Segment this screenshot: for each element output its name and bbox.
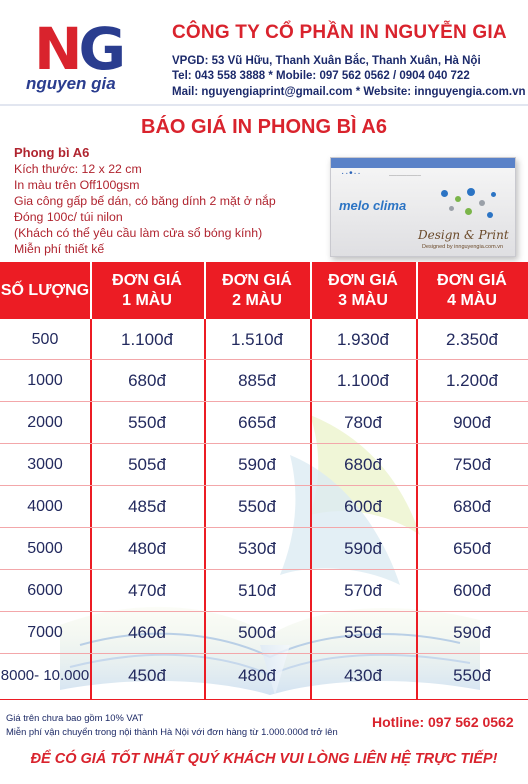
company-address: VPGD: 53 Vũ Hữu, Thanh Xuân Bắc, Thanh Xuân, Hà Nội: [172, 55, 481, 67]
price-table-header: [0, 262, 528, 319]
product-spec: [14, 145, 276, 257]
price-cell: 480đ: [238, 666, 276, 685]
price-cell: 1.100đ: [337, 371, 389, 390]
header-divider: [310, 262, 312, 319]
row-divider: [0, 653, 528, 654]
row-divider: [0, 611, 528, 612]
quantity-cell: 4000: [27, 498, 63, 515]
header-divider: [90, 262, 92, 319]
design-print-credit: Designed by innguyengia.com.vn: [422, 244, 504, 250]
row-divider: [0, 569, 528, 570]
row-divider: [0, 443, 528, 444]
header-quantity: SỐ LƯỢNG: [0, 281, 90, 299]
header-price-1-color: ĐƠN GIÁ 1 MÀU: [112, 271, 182, 309]
price-cell: 500đ: [238, 623, 276, 642]
price-cell: 550đ: [128, 413, 166, 432]
price-cell: 470đ: [128, 581, 166, 600]
price-cell: 590đ: [344, 539, 382, 558]
price-cell: 510đ: [238, 581, 276, 600]
price-cell: 570đ: [344, 581, 382, 600]
hotline[interactable]: Hotline: 097 562 0562: [372, 714, 514, 730]
price-cell: 650đ: [453, 539, 491, 558]
price-cell: 505đ: [128, 455, 166, 474]
price-cell: 590đ: [238, 455, 276, 474]
quantity-cell: 8000- 10.000: [0, 667, 90, 684]
quantity-cell: 2000: [27, 414, 63, 431]
envelope-dots-icon: ·∙•∙·: [341, 168, 362, 179]
table-bottom-border: [0, 699, 528, 700]
price-cell: 780đ: [344, 413, 382, 432]
quantity-cell: 5000: [27, 540, 63, 557]
spec-line: In màu trên Off100gsm: [14, 178, 140, 192]
price-cell: 1.930đ: [337, 330, 389, 349]
header-price-3-color: ĐƠN GIÁ 3 MÀU: [328, 271, 398, 309]
quantity-cell: 6000: [27, 582, 63, 599]
page-title: BÁO GIÁ IN PHONG BÌ A6: [141, 116, 387, 138]
price-cell: 680đ: [453, 497, 491, 516]
price-cell: 900đ: [453, 413, 491, 432]
price-cell: 680đ: [128, 371, 166, 390]
table-row: [0, 487, 528, 527]
logo-name: nguyen gia: [26, 74, 116, 93]
table-row: [0, 529, 528, 569]
table-row: [0, 361, 528, 401]
envelope-dot-cluster-icon: [431, 186, 511, 226]
company-contacts: Mail: nguyengiaprint@gmail.com * Website: innguyengia.com.vn: [172, 86, 526, 98]
header-price-2-color: ĐƠN GIÁ 2 MÀU: [222, 271, 292, 309]
quantity-cell: 3000: [27, 456, 63, 473]
price-cell: 885đ: [238, 371, 276, 390]
price-cell: 450đ: [128, 666, 166, 685]
price-cell: 485đ: [128, 497, 166, 516]
price-cell: 480đ: [128, 539, 166, 558]
envelope-top-bar: [331, 158, 515, 168]
row-divider: [0, 401, 528, 402]
price-cell: 2.350đ: [446, 330, 498, 349]
price-cell: 1.510đ: [231, 330, 283, 349]
table-row: [0, 613, 528, 653]
envelope-sample-image: [330, 157, 516, 257]
row-divider: [0, 485, 528, 486]
call-to-action: ĐỂ CÓ GIÁ TỐT NHẤT QUÝ KHÁCH VUI LÒNG LIÊN HỆ TRỰC TIẾP!: [30, 751, 498, 767]
header-price-4-color: ĐƠN GIÁ 4 MÀU: [437, 271, 507, 309]
design-print-signature: Design & Print: [418, 228, 509, 242]
row-divider: [0, 527, 528, 528]
price-cell: 550đ: [238, 497, 276, 516]
spec-line: (Khách có thể yêu cầu làm cửa sổ bóng kính): [14, 226, 263, 240]
price-cell: 750đ: [453, 455, 491, 474]
quantity-cell: 7000: [27, 624, 63, 641]
spec-line: Đóng 100c/ túi nilon: [14, 210, 123, 224]
table-row: [0, 403, 528, 443]
company-logo: [20, 16, 152, 96]
vat-note: Giá trên chưa bao gồm 10% VAT: [6, 712, 144, 723]
price-cell: 680đ: [344, 455, 382, 474]
price-cell: 1.100đ: [121, 330, 173, 349]
quantity-cell: 500: [31, 331, 59, 348]
price-cell: 550đ: [344, 623, 382, 642]
spec-line: Gia công gấp bế dán, có băng dính 2 mặt ở nắp: [14, 194, 276, 208]
table-row: [0, 571, 528, 611]
spec-heading: Phong bì A6: [14, 145, 90, 160]
price-cell: 430đ: [344, 666, 382, 685]
price-cell: 460đ: [128, 623, 166, 642]
price-cell: 530đ: [238, 539, 276, 558]
quantity-cell: 1000: [27, 372, 63, 389]
table-row: [0, 320, 528, 360]
envelope-fine-print: ─────────: [389, 173, 421, 179]
spec-line: Kích thước: 12 x 22 cm: [14, 162, 142, 176]
shipping-note: Miễn phí vận chuyển trong nội thành Hà Nội với đơn hàng từ 1.000.000đ trở lên: [6, 726, 338, 737]
company-phones: Tel: 043 558 3888 * Mobile: 097 562 0562 / 0904 040 722: [172, 70, 470, 82]
price-cell: 600đ: [344, 497, 382, 516]
company-name: CÔNG TY CỔ PHẦN IN NGUYỄN GIA: [172, 22, 507, 43]
price-cell: 600đ: [453, 581, 491, 600]
envelope-brand: melo clima: [339, 198, 407, 213]
logo-mark: NG: [34, 15, 123, 83]
spec-line: Miễn phí thiết kế: [14, 242, 105, 256]
header-divider: [204, 262, 206, 319]
header-divider: [416, 262, 418, 319]
price-cell: 665đ: [238, 413, 276, 432]
table-row: [0, 445, 528, 485]
table-row: [0, 656, 528, 696]
price-cell: 550đ: [453, 666, 491, 685]
price-cell: 590đ: [453, 623, 491, 642]
price-cell: 1.200đ: [446, 371, 498, 390]
header-divider: [0, 104, 528, 106]
